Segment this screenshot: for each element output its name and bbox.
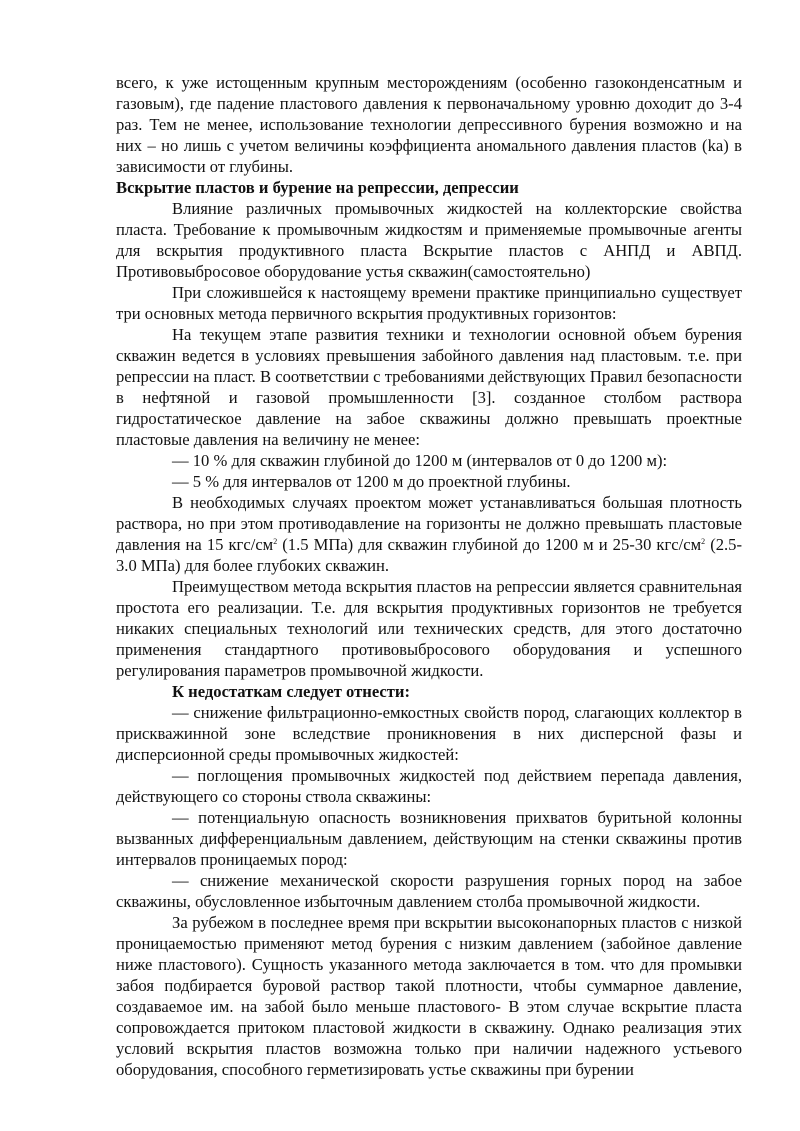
- paragraph-density: [116, 492, 742, 576]
- paragraph-fluids: Влияние различных промывочных жидкостей на коллекторские свойства пласта. Требование к промывочным жидкостям и применяемые промывочные агенты для вскрытия продуктивного пласта Вскрытие пластов с АНПД и АВПД. Противовыбросовое оборудование устья скважин(самостоятельно): [116, 199, 742, 281]
- document-page: [116, 72, 742, 1080]
- superscript: 2: [701, 537, 706, 546]
- density-text-a: В необходимых случаях проектом может устанавливаться большая плотность раствора, но при этом противодавление на горизонты не должно превышать пластовые давления на 15 кгс/см: [116, 493, 742, 554]
- intro-paragraph: всего, к уже истощенным крупным месторождениям (особенно газоконденсатным и газовым), где падение пластового давления к первоначальному уровню доходит до 3-4 раз. Тем не менее, использование технологии депрессивного бурения возможно и на них – но лишь с учетом величины коэффициента аномального давления пластов (ka) в зависимости от глубины.: [116, 73, 742, 176]
- list-item: — 5 % для интервалов от 1200 м до проектной глубины.: [172, 472, 571, 491]
- list-item: — потенциальную опасность возникновения прихватов буритьной колонны вызванных дифференциальным давлением, действующим на стенки скважины против интервалов проницаемых пород:: [116, 808, 742, 869]
- density-text-b: (1.5 МПа) для скважин глубиной до 1200 м и 25-30 кгс/см: [277, 535, 702, 554]
- paragraph-underbalanced: За рубежом в последнее время при вскрытии высоконапорных пластов с низкой проницаемостью применяют метод бурения с низким давлением (забойное давление ниже пластового). Сущность указанного метода заключается в том. что для промывки забоя подбирается буровой раствор такой плотности, чтобы суммарное давление, создаваемое им. на забой было меньше пластового- В этом случае вскрытие пласта сопровождается притоком пластовой жидкости в скважину. Однако реализация этих условий вскрытия пластов возможна только при наличии надежного устьевого оборудования, способного герметизировать устье скважины при бурении: [116, 913, 742, 1079]
- superscript: 2: [273, 537, 278, 546]
- list-item: — снижение механической скорости разрушения горных пород на забое скважины, обусловленное избыточным давлением столба промывочной жидкости.: [116, 871, 742, 911]
- list-item: — поглощения промывочных жидкостей под действием перепада давления, действующего со стороны ствола скважины:: [116, 766, 742, 806]
- paragraph-methods: При сложившейся к настоящему времени практике принципиально существует три основных метода первичного вскрытия продуктивных горизонтов:: [116, 283, 742, 323]
- subsection-heading: К недостаткам следует отнести:: [172, 682, 410, 701]
- paragraph-repression: На текущем этапе развития техники и технологии основной объем бурения скважин ведется в условиях превышения забойного давления над пластовым. т.е. при репрессии на пласт. В соответствии с требованиями действующих Правил безопасности в нефтяной и газовой промышленности [3]. созданное столбом раствора гидростатическое давление на забое скважины должно превышать проектные пластовые давления на величину не менее:: [116, 325, 742, 449]
- list-item: — снижение фильтрационно-емкостных свойств пород, слагающих коллектор в прискважинной зоне вследствие проникновения в них дисперсной фазы и дисперсионной среды промывочных жидкостей:: [116, 703, 742, 764]
- section-heading: Вскрытие пластов и бурение на репрессии, депрессии: [116, 178, 519, 197]
- paragraph-advantage: Преимуществом метода вскрытия пластов на репрессии является сравнительная простота его реализации. Т.е. для вскрытия продуктивных горизонтов не требуется никаких специальных технологий или технических средств, для этого достаточно применения стандартного противовыбросового оборудования и успешного регулирования параметров промывочной жидкости.: [116, 577, 742, 680]
- list-item: — 10 % для скважин глубиной до 1200 м (интервалов от 0 до 1200 м):: [172, 451, 668, 470]
- density-text-c: (2.5-3.0 МПа) для более глубоких скважин.: [116, 535, 742, 575]
